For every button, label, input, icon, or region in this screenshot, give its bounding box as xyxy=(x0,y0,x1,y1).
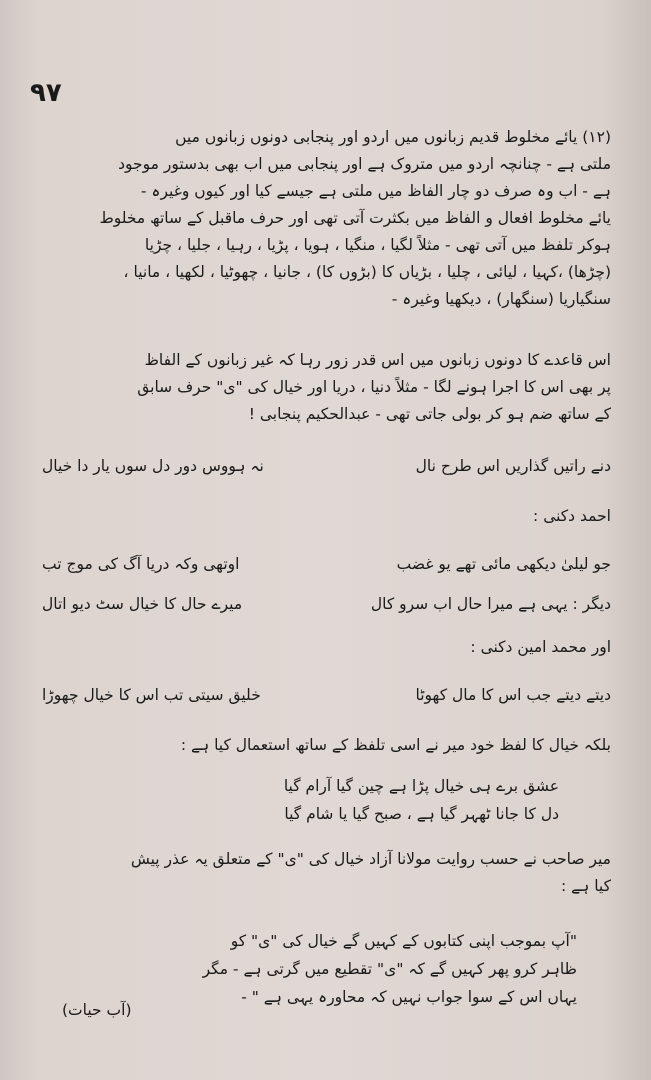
paragraph-line: یائے مخلوط افعال و الفاظ میں بکثرت آتی تھی اور حرف ماقبل کے ساتھ مخلوط xyxy=(99,209,611,227)
paragraph-line: (چڑھا) ،کہیا ، لیائی ، چلیا ، بڑیاں کا (بڑوں کا) ، جانیا ، چھوٹیا ، لکھیا ، مانیا ، xyxy=(123,263,611,281)
meer-verse xyxy=(110,772,559,828)
quote-line: ظاہر کرو پھر کہیں گے کہ "ی" تقطیع میں گرتی ہے - مگر xyxy=(202,960,577,978)
quote-line: یہاں اس کے سوا جواب نہیں کہ محاورہ یہی ہے " - xyxy=(241,988,577,1006)
paragraph-meer-sahib xyxy=(42,846,611,900)
couplet-abdul-hakim xyxy=(42,457,611,487)
couplet-first-hemistich: دیتے دیتے جب اس کا مال کھوٹا xyxy=(415,686,611,704)
couplet-second-hemistich: اوتھی وکہ دریا آگ کی موج تب xyxy=(42,555,240,573)
couplet-second-hemistich: نہ ہووس دور دل سوں یار دا خیال xyxy=(42,457,264,475)
couplet-first-hemistich: دنے راتیں گذاریں اس طرح نال xyxy=(415,457,611,475)
verse-line: عشق برے ہی خیال پڑا ہے چین گیا آرام گیا xyxy=(283,777,559,795)
verse-line: دل کا جانا ٹھہر گیا ہے ، صبح گیا یا شام گیا xyxy=(284,805,559,823)
couplet-second-hemistich: خلیق سیتی تب اس کا خیال چھوڑا xyxy=(42,686,261,704)
couplet-first-hemistich: دیگر : یہی ہے میرا حال اب سرو کال xyxy=(370,595,611,613)
paragraph-line: (۱۲) یائے مخلوط قدیم زبانوں میں اردو اور پنجابی دونوں زبانوں میں xyxy=(175,128,611,146)
paragraph-line: ملتی ہے - چنانچہ اردو میں متروک ہے اور پنجابی میں اب بھی بدستور موجود xyxy=(118,155,611,173)
couplet-ahmad-dakani-1 xyxy=(42,555,611,585)
couplet-muhammad-amin xyxy=(42,686,611,716)
poet-name-muhammad-amin-dakani: اور محمد امین دکنی : xyxy=(470,638,611,656)
paragraph-line: بلکہ خیال کا لفظ خود میر نے اسی تلفظ کے ساتھ استعمال کیا ہے : xyxy=(180,736,611,754)
poet-name-ahmad-dakani: احمد دکنی : xyxy=(533,507,611,525)
paragraph-line: سنگیاریا (سنگھار) ، دیکھیا وغیرہ - xyxy=(391,290,611,308)
paragraph-meer-usage xyxy=(42,732,611,759)
paragraph-line: کے ساتھ ضم ہو کر بولی جاتی تھی - عبدالحکیم پنجابی ! xyxy=(248,405,611,423)
paragraph-line: ہوکر تلفظ میں آتی تھی - مثلاً لگیا ، منگیا ، ہویا ، پڑیا ، رہیا ، جلیا ، چڑیا xyxy=(144,236,611,254)
quote-source: (آب حیات) xyxy=(62,1001,132,1019)
paragraph-qaida xyxy=(42,347,611,428)
quote-line: "آپ بموجب اپنی کتابوں کے کہیں گے خیال کی "ی" کو xyxy=(230,932,577,950)
paragraph-line: کیا ہے : xyxy=(560,877,611,895)
page-number: ۹۷ xyxy=(30,78,62,108)
paragraph-line: ہے - اب وہ صرف دو چار الفاظ میں ملتی ہے جیسے کیا اور کیوں وغیرہ - xyxy=(140,182,611,200)
paragraph-yaye-makhloot xyxy=(42,124,611,313)
paragraph-line: پر بھی اس کا اجرا ہونے لگا - مثلاً دنیا ، دریا اور خیال کی "ی" حرف سابق xyxy=(137,378,611,396)
couplet-ahmad-dakani-2 xyxy=(42,595,611,625)
couplet-first-hemistich: جو لیلیٰ دیکھی مائی تھے یو غضب xyxy=(396,555,611,573)
paragraph-line: میر صاحب نے حسب روایت مولانا آزاد خیال کی "ی" کے متعلق یہ عذر پیش xyxy=(130,850,611,868)
couplet-second-hemistich: میرے حال کا خیال سٹ دیو اتال xyxy=(42,595,243,613)
paragraph-line: اس قاعدے کا دونوں زبانوں میں اس قدر زور رہا کہ غیر زبانوں کے الفاظ xyxy=(144,351,611,369)
aab-e-hayat-quote xyxy=(100,927,577,1011)
